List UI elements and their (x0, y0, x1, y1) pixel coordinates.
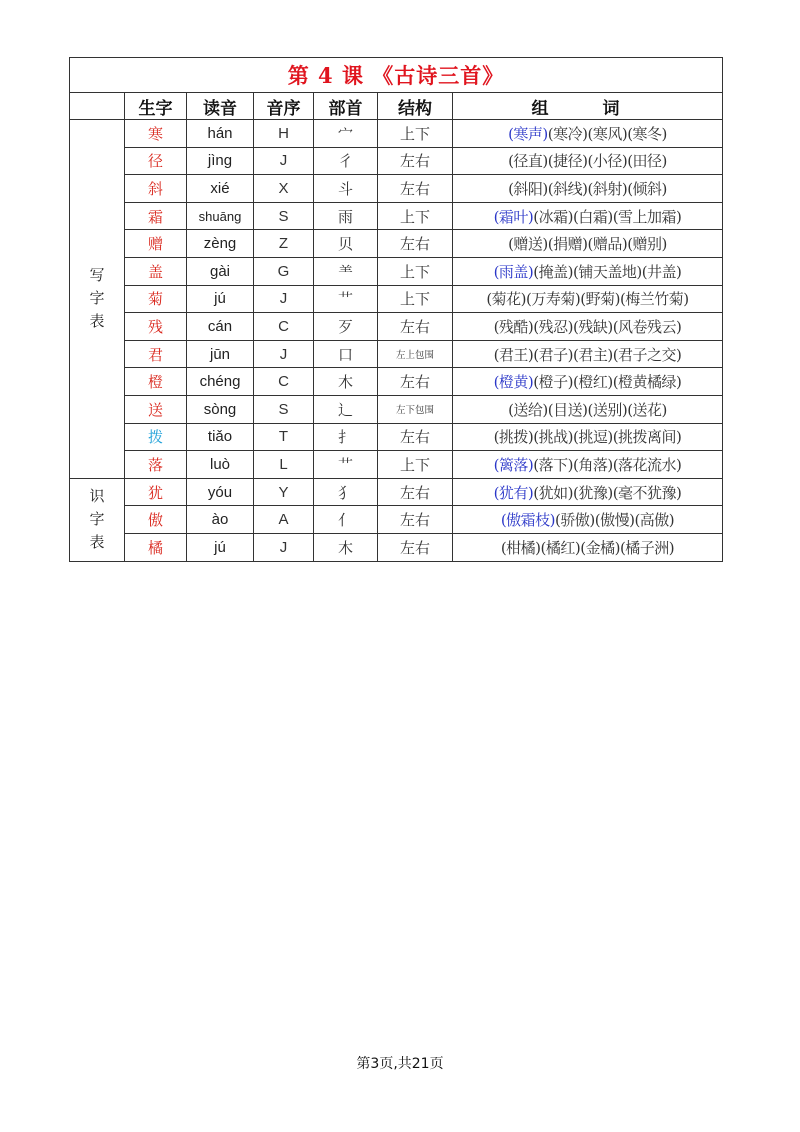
table-row (70, 506, 723, 534)
cell-radical: 木 (314, 368, 378, 396)
cell-char: 橘 (125, 533, 187, 561)
section-label-char: 字 (89, 289, 105, 308)
cell-words (453, 451, 723, 479)
cell-pinyin: chéng (187, 368, 254, 396)
header-radical: 部首 (314, 93, 378, 120)
table-row (70, 478, 723, 506)
cell-radical: 亻 (314, 506, 378, 534)
word-list: (送给)(目送)(送别)(送花) (508, 400, 667, 419)
cell-order: G (254, 257, 314, 285)
table-body (70, 120, 723, 562)
cell-order: J (254, 340, 314, 368)
table-row (70, 395, 723, 423)
cell-char: 君 (125, 340, 187, 368)
cell-structure: 左上包围 (378, 340, 453, 368)
table-row (70, 202, 723, 230)
cell-order: S (254, 395, 314, 423)
cell-radical: 贝 (314, 230, 378, 258)
word-list: (柑橘)(橘红)(金橘)(橘子洲) (500, 538, 675, 557)
header-words: 组 词 (453, 93, 723, 120)
table-row (70, 340, 723, 368)
cell-char: 菊 (125, 285, 187, 313)
word-list: (残酷)(残忍)(残缺)(风卷残云) (493, 317, 682, 336)
cell-words (453, 340, 723, 368)
cell-radical: 歹 (314, 313, 378, 341)
section-label-char: 识 (89, 486, 105, 505)
cell-char: 犹 (125, 478, 187, 506)
cell-words (453, 423, 723, 451)
poem-word: (篱落) (493, 455, 534, 474)
cell-order: Z (254, 230, 314, 258)
cell-structure: 左右 (378, 533, 453, 561)
cell-pinyin: jú (187, 533, 254, 561)
cell-pinyin: shuāng (187, 202, 254, 230)
cell-char: 傲 (125, 506, 187, 534)
vocab-table (69, 57, 723, 562)
cell-words (453, 395, 723, 423)
cell-pinyin: jú (187, 285, 254, 313)
cell-words (453, 202, 723, 230)
cell-char: 拨 (125, 423, 187, 451)
cell-pinyin: tiǎo (187, 423, 254, 451)
cell-radical: 斗 (314, 175, 378, 203)
table-row (70, 451, 723, 479)
table-row (70, 533, 723, 561)
cell-pinyin: jìng (187, 147, 254, 175)
cell-pinyin: xié (187, 175, 254, 203)
cell-char: 残 (125, 313, 187, 341)
section-label-writing (70, 120, 125, 479)
cell-words (453, 257, 723, 285)
header-blank (70, 93, 125, 120)
cell-pinyin: yóu (187, 478, 254, 506)
cell-order: L (254, 451, 314, 479)
cell-char: 径 (125, 147, 187, 175)
cell-order: H (254, 120, 314, 148)
cell-radical: 艹 (314, 451, 378, 479)
cell-char: 赠 (125, 230, 187, 258)
word-list: (君王)(君子)(君主)(君子之交) (493, 345, 682, 364)
poem-word: (霜叶) (493, 207, 534, 226)
cell-words (453, 285, 723, 313)
cell-words (453, 175, 723, 203)
word-list: (菊花)(万寿菊)(野菊)(梅兰竹菊) (486, 290, 689, 309)
cell-words (453, 506, 723, 534)
table-row (70, 423, 723, 451)
cell-pinyin: ào (187, 506, 254, 534)
cell-pinyin: sòng (187, 395, 254, 423)
cell-order: Y (254, 478, 314, 506)
table-row (70, 120, 723, 148)
word-list: (寒冷)(寒风)(寒冬) (547, 124, 667, 143)
cell-pinyin: hán (187, 120, 254, 148)
cell-char: 寒 (125, 120, 187, 148)
poem-word: (橙黄) (493, 373, 534, 392)
cell-order: T (254, 423, 314, 451)
word-list: (径直)(捷径)(小径)(田径) (508, 152, 667, 171)
header-pinyin: 读音 (187, 93, 254, 120)
header-order: 音序 (254, 93, 314, 120)
cell-structure: 左下包围 (378, 395, 453, 423)
word-list: (犹如)(犹豫)(毫不犹豫) (533, 483, 682, 502)
word-list: (赠送)(捐赠)(赠品)(赠别) (508, 235, 667, 254)
cell-structure: 左右 (378, 368, 453, 396)
cell-radical: 艹 (314, 285, 378, 313)
table-row (70, 147, 723, 175)
cell-pinyin: luò (187, 451, 254, 479)
cell-words (453, 230, 723, 258)
cell-pinyin: cán (187, 313, 254, 341)
cell-radical: 彳 (314, 147, 378, 175)
cell-order: J (254, 147, 314, 175)
poem-word: (犹有) (493, 483, 534, 502)
section-label-char: 写 (89, 265, 105, 284)
table-row (70, 257, 723, 285)
cell-words (453, 533, 723, 561)
cell-structure: 上下 (378, 285, 453, 313)
cell-words (453, 313, 723, 341)
cell-structure: 上下 (378, 120, 453, 148)
cell-pinyin: zèng (187, 230, 254, 258)
cell-radical: 口 (314, 340, 378, 368)
poem-word: (寒声) (508, 124, 548, 143)
cell-order: S (254, 202, 314, 230)
cell-structure: 左右 (378, 423, 453, 451)
table-row (70, 230, 723, 258)
cell-structure: 上下 (378, 202, 453, 230)
header-structure: 结构 (378, 93, 453, 120)
cell-char: 落 (125, 451, 187, 479)
cell-order: J (254, 285, 314, 313)
cell-radical: 木 (314, 533, 378, 561)
table-row (70, 313, 723, 341)
poem-word: (傲霜枝) (500, 511, 556, 530)
cell-char: 送 (125, 395, 187, 423)
cell-order: C (254, 313, 314, 341)
page-footer: 第3页,共21页 (356, 1056, 444, 1072)
cell-words (453, 120, 723, 148)
word-list: (掩盖)(铺天盖地)(井盖) (533, 262, 682, 281)
cell-radical: 犭 (314, 478, 378, 506)
table-row (70, 175, 723, 203)
poem-word: (雨盖) (493, 262, 534, 281)
cell-structure: 上下 (378, 257, 453, 285)
section-label-char: 表 (89, 533, 105, 552)
cell-words (453, 478, 723, 506)
cell-radical: 宀 (314, 120, 378, 148)
cell-pinyin: gài (187, 257, 254, 285)
cell-structure: 左右 (378, 147, 453, 175)
cell-structure: 左右 (378, 506, 453, 534)
section-label-char: 字 (89, 509, 105, 528)
cell-structure: 左右 (378, 230, 453, 258)
cell-words (453, 368, 723, 396)
cell-char: 盖 (125, 257, 187, 285)
word-list: (骄傲)(傲慢)(高傲) (555, 511, 675, 530)
word-list: (冰霜)(白霜)(雪上加霜) (533, 207, 682, 226)
cell-char: 霜 (125, 202, 187, 230)
word-list: (挑拨)(挑战)(挑逗)(挑拨离间) (493, 428, 682, 447)
lesson-title: 第 4 课 《古诗三首》 (70, 58, 723, 93)
word-list: (橙子)(橙红)(橙黄橘绿) (533, 373, 682, 392)
cell-radical: 辶 (314, 395, 378, 423)
cell-radical: ⺷ (314, 257, 378, 285)
cell-char: 斜 (125, 175, 187, 203)
cell-words (453, 147, 723, 175)
cell-pinyin: jūn (187, 340, 254, 368)
table-row (70, 368, 723, 396)
cell-structure: 左右 (378, 313, 453, 341)
cell-char: 橙 (125, 368, 187, 396)
cell-order: J (254, 533, 314, 561)
word-list: (斜阳)(斜线)(斜射)(倾斜) (508, 179, 667, 198)
cell-structure: 左右 (378, 175, 453, 203)
cell-radical: 雨 (314, 202, 378, 230)
cell-order: A (254, 506, 314, 534)
cell-structure: 上下 (378, 451, 453, 479)
cell-structure: 左右 (378, 478, 453, 506)
word-list: (落下)(角落)(落花流水) (533, 455, 682, 474)
cell-order: X (254, 175, 314, 203)
header-row (70, 93, 723, 120)
cell-radical: 扌 (314, 423, 378, 451)
table-row (70, 285, 723, 313)
section-label-recognition (70, 478, 125, 561)
section-label-char: 表 (89, 312, 105, 331)
header-char: 生字 (125, 93, 187, 120)
cell-order: C (254, 368, 314, 396)
